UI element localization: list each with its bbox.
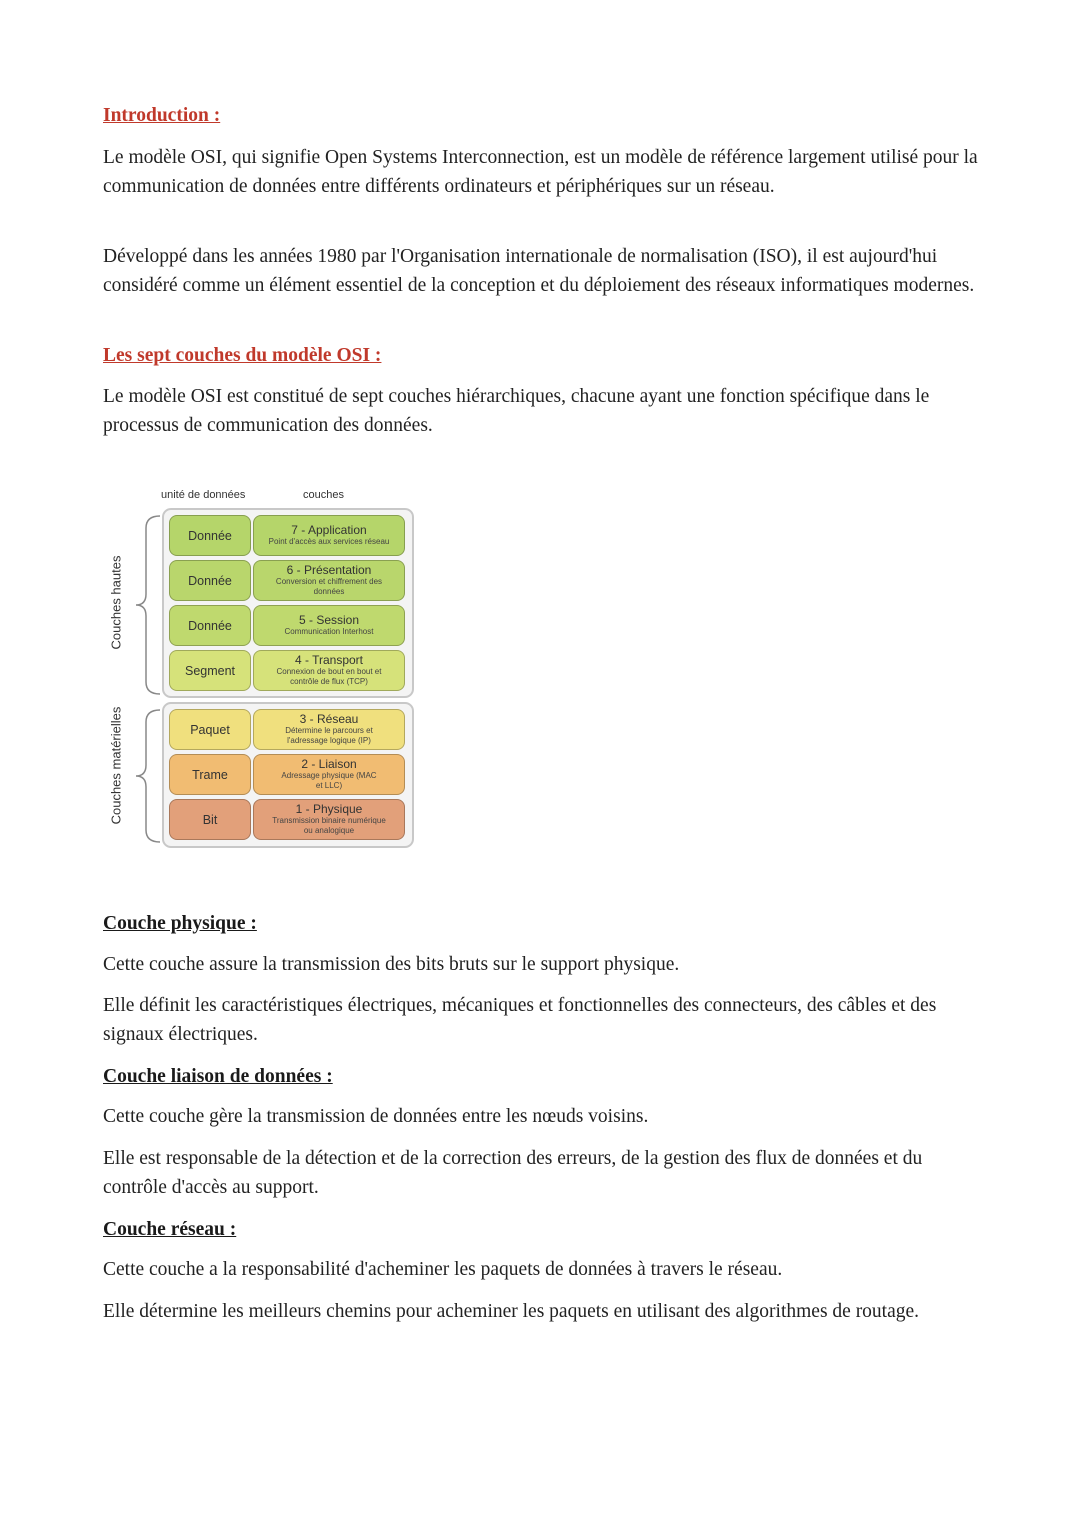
layer-description: Adressage physique (MAC et LLC) bbox=[281, 771, 377, 790]
brace-hardware-icon bbox=[130, 708, 164, 844]
layer-row-network bbox=[169, 709, 407, 750]
layer-description: Détermine le parcours et l'adressage logique (IP) bbox=[285, 726, 373, 745]
layer-description: Transmission binaire numérique ou analogique bbox=[272, 816, 386, 835]
unit-cell: Donnée bbox=[169, 560, 251, 601]
unit-cell: Trame bbox=[169, 754, 251, 795]
layer-cell-transport bbox=[253, 650, 405, 691]
network-paragraph-1: Cette couche a la responsabilité d'acheminer les paquets de données à travers le réseau. bbox=[103, 1259, 783, 1280]
layer-cell-network bbox=[253, 709, 405, 750]
side-label-hardware: Couches matérielles bbox=[108, 706, 124, 825]
layer-row-datalink bbox=[169, 754, 407, 795]
column-label-layers: couches bbox=[303, 489, 344, 501]
layer-description: Connexion de bout en bout et contrôle de flux (TCP) bbox=[276, 667, 382, 686]
physical-paragraph-2: Elle définit les caractéristiques électriques, mécaniques et fonctionnelles des connecteurs, des câbles et des signaux électriques. bbox=[103, 995, 937, 1045]
layer-name: 2 - Liaison bbox=[301, 757, 357, 771]
unit-cell: Bit bbox=[169, 799, 251, 840]
intro-paragraph-2: Développé dans les années 1980 par l'Organisation internationale de normalisation (ISO), il est aujourd'hui considéré comme un élément essentiel de la conception et du déploiement des réseaux informatiques modernes. bbox=[103, 246, 975, 296]
layers-paragraph: Le modèle OSI est constitué de sept couches hiérarchiques, chacune ayant une fonction spécifique dans le processus de communication des données. bbox=[103, 386, 930, 436]
brace-high-icon bbox=[130, 514, 164, 696]
column-label-unit: unité de données bbox=[161, 489, 246, 501]
layer-name: 1 - Physique bbox=[295, 802, 363, 816]
layer-name: 5 - Session bbox=[298, 613, 360, 627]
layer-cell-application bbox=[253, 515, 405, 556]
layer-row-transport bbox=[169, 650, 407, 691]
datalink-paragraph-1: Cette couche gère la transmission de données entre les nœuds voisins. bbox=[103, 1106, 649, 1127]
layer-cell-presentation bbox=[253, 560, 405, 601]
physical-heading: Couche physique : bbox=[103, 913, 257, 934]
group-hardware-layers bbox=[162, 702, 414, 848]
datalink-paragraph-2: Elle est responsable de la détection et de la correction des erreurs, de la gestion des flux de données et du contrôle d'accès au support. bbox=[103, 1148, 923, 1198]
intro-paragraph-1: Le modèle OSI, qui signifie Open Systems Interconnection, est un modèle de référence largement utilisé pour la communication de données entre différents ordinateurs et périphériques sur un réseau. bbox=[103, 147, 978, 197]
osi-diagram bbox=[100, 486, 420, 856]
group-high-layers bbox=[162, 508, 414, 698]
side-label-high: Couches hautes bbox=[108, 555, 124, 650]
unit-cell: Donnée bbox=[169, 515, 251, 556]
unit-cell: Segment bbox=[169, 650, 251, 691]
layer-name: 6 - Présentation bbox=[286, 563, 372, 577]
layer-row-presentation bbox=[169, 560, 407, 601]
datalink-heading: Couche liaison de données : bbox=[103, 1066, 333, 1087]
layer-cell-physical bbox=[253, 799, 405, 840]
physical-paragraph-1: Cette couche assure la transmission des bits bruts sur le support physique. bbox=[103, 954, 680, 975]
layer-description: Communication Interhost bbox=[284, 627, 374, 636]
layer-description: Conversion et chiffrement des données bbox=[275, 577, 383, 596]
layer-name: 3 - Réseau bbox=[299, 712, 359, 726]
layer-cell-session bbox=[253, 605, 405, 646]
layer-cell-datalink bbox=[253, 754, 405, 795]
unit-cell: Paquet bbox=[169, 709, 251, 750]
layer-row-physical bbox=[169, 799, 407, 840]
network-heading: Couche réseau : bbox=[103, 1219, 237, 1240]
layer-name: 7 - Application bbox=[291, 523, 367, 537]
layer-name: 4 - Transport bbox=[294, 653, 364, 667]
network-paragraph-2: Elle détermine les meilleurs chemins pour acheminer les paquets en utilisant des algorithmes de routage. bbox=[103, 1301, 920, 1322]
layer-description: Point d'accès aux services réseau bbox=[268, 537, 390, 546]
layer-row-application bbox=[169, 515, 407, 556]
intro-heading: Introduction : bbox=[103, 105, 221, 126]
layer-row-session bbox=[169, 605, 407, 646]
layers-heading: Les sept couches du modèle OSI : bbox=[103, 345, 382, 366]
unit-cell: Donnée bbox=[169, 605, 251, 646]
